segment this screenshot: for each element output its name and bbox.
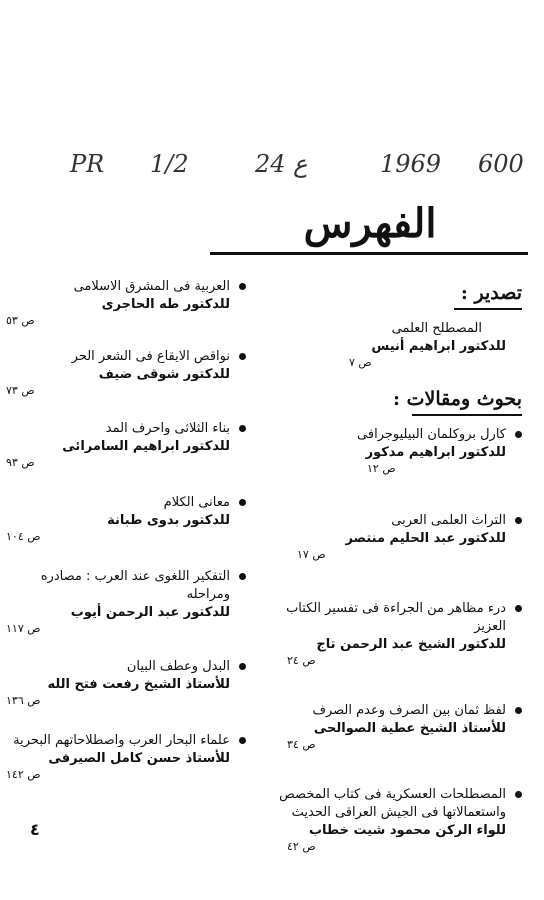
handwritten-note-part: 24 ع: [255, 150, 308, 178]
entry-page: ص ٩٣: [6, 456, 35, 469]
title-underline: [210, 252, 528, 255]
entry-page: ص ١٣٦: [6, 694, 41, 707]
entry-page: ص ٣٤: [287, 738, 316, 751]
entry-title: بناء الثلاثى واحرف المد: [105, 421, 230, 436]
toc-entry[interactable]: [6, 568, 246, 636]
toc-entry[interactable]: [6, 278, 246, 328]
toc-entry[interactable]: [6, 732, 246, 782]
entry-title: درء مظاهر من الجراءة فى تفسير الكتاب العزيز: [286, 601, 506, 634]
handwritten-note-part: 600: [478, 150, 524, 178]
toc-entry[interactable]: [6, 494, 246, 544]
entry-title: لفظ ثمان بين الصرف وعدم الصرف: [312, 703, 506, 718]
toc-entry[interactable]: [6, 420, 246, 470]
entry-author: للدكتور ابراهيم السامرائى: [62, 439, 230, 454]
entry-author: للدكتور ابراهيم أنيس: [371, 339, 506, 354]
entry-page: ص ٧: [349, 356, 372, 369]
handwritten-note-part: 1969: [380, 150, 442, 178]
toc-entry[interactable]: [6, 348, 246, 398]
entry-title: التراث العلمى العربى: [391, 513, 506, 528]
entry-title: التفكير اللغوى عند العرب : مصادره ومراحله: [40, 569, 230, 602]
toc-entry[interactable]: [277, 702, 522, 752]
entry-page: ص ١٤٢: [6, 768, 41, 781]
toc-entry[interactable]: [6, 658, 246, 708]
entry-author: للدكتور بدوى طبانة: [107, 513, 230, 528]
entry-author: للدكتور طه الحاجرى: [101, 297, 230, 312]
entry-title: العربية فى المشرق الاسلامى: [73, 279, 230, 294]
entry-title: البدل وعطف البيان: [126, 659, 230, 674]
entry-author: للواء الركن محمود شيت خطاب: [308, 823, 506, 838]
toc-entry[interactable]: [277, 786, 522, 854]
entry-title: علماء البحار العرب واصطلاحاتهم البحرية: [13, 733, 230, 748]
handwritten-note-part: PR: [70, 150, 105, 178]
entry-page: ص ٢٤: [287, 654, 316, 667]
entry-author: للدكتور شوقى ضيف: [98, 367, 230, 382]
entry-author: للأستاذ الشيخ عطية الصوالحى: [313, 721, 506, 736]
entry-author: للدكتور الشيخ عبد الرحمن تاج: [316, 637, 506, 652]
handwritten-note: [60, 150, 530, 190]
entry-title: نواقص الايقاع فى الشعر الحر: [71, 349, 230, 364]
entry-page: ص ١٢: [367, 462, 396, 475]
left-column: [6, 278, 246, 782]
entry-page: ص ١٧: [297, 548, 326, 561]
entry-page: ص ١٠٤: [6, 530, 41, 543]
entry-page: ص ٧٣: [6, 384, 35, 397]
entry-author: للدكتور عبد الرحمن أيوب: [70, 605, 230, 620]
entry-title: معانى الكلام: [163, 495, 230, 510]
entry-title: المصطلح العلمى: [391, 321, 482, 336]
entry-title: كارل بروكلمان البيليوجرافى: [357, 427, 506, 442]
page-title: الفهرس: [303, 200, 437, 247]
toc-entry[interactable]: [277, 426, 522, 476]
section-heading-research: بحوث ومقالات :: [393, 388, 522, 410]
toc-entry[interactable]: [277, 600, 522, 668]
entry-page: ص ٤٢: [287, 840, 316, 853]
right-column: [277, 282, 522, 854]
entry-author: للدكتور عبد الحليم منتصر: [345, 531, 506, 546]
entry-page: ص ١١٧: [6, 622, 41, 635]
page-number: ٤: [30, 820, 40, 839]
section-underline: [454, 308, 522, 310]
entry-page: ص ٥٣: [6, 314, 35, 327]
entry-title: المصطلحات العسكرية فى كتاب المخصص واستعمالاتها فى الجيش العراقى الحديث: [279, 787, 506, 820]
toc-entry[interactable]: [277, 320, 522, 370]
handwritten-note-part: 1/2: [150, 150, 189, 178]
entry-author: للأستاذ حسن كامل الصيرفى: [48, 751, 230, 766]
entry-author: للدكتور ابراهيم مدكور: [365, 445, 506, 460]
toc-entry[interactable]: [277, 512, 522, 562]
entry-author: للأستاذ الشيخ رفعت فتح الله: [47, 677, 230, 692]
section-heading-foreword: تصدير :: [460, 282, 522, 304]
section-underline: [412, 414, 522, 416]
